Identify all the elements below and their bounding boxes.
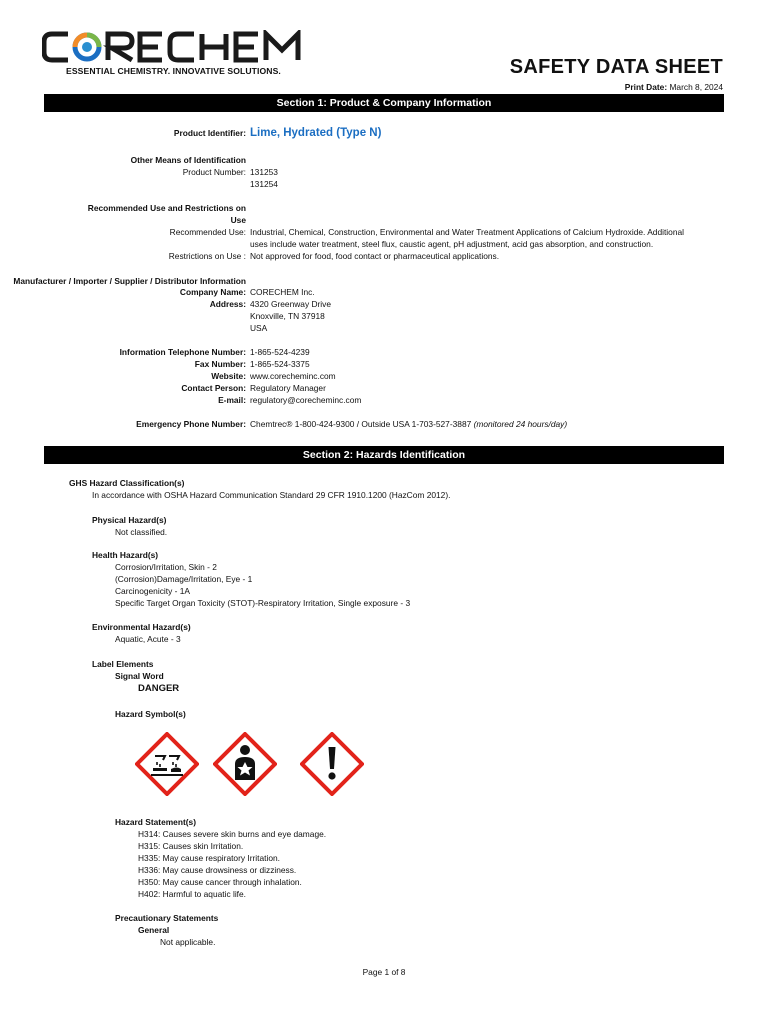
website-label: Website: bbox=[211, 371, 246, 381]
environmental-hazards-value: Aquatic, Acute - 3 bbox=[115, 634, 181, 644]
health-hazard-item: Carcinogenicity - 1A bbox=[115, 586, 190, 596]
restrictions-label: Restrictions on Use : bbox=[168, 251, 246, 261]
manufacturer-heading: Manufacturer / Importer / Supplier / Distributor Information bbox=[13, 276, 246, 286]
general-heading: General bbox=[138, 925, 170, 935]
product-number-2: 131254 bbox=[250, 179, 278, 189]
hazard-statement: H402: Harmful to aquatic life. bbox=[138, 889, 246, 899]
hazard-statement: H350: May cause cancer through inhalation. bbox=[138, 877, 302, 887]
exclamation-mark-pictogram bbox=[300, 732, 364, 796]
emergency-phone-number: Chemtrec® 1-800-424-9300 / Outside USA 1-703-527-3887 bbox=[250, 419, 474, 429]
section-1-header: Section 1: Product & Company Information bbox=[44, 94, 724, 112]
document-title: SAFETY DATA SHEET bbox=[509, 56, 723, 78]
hazard-symbols-heading: Hazard Symbol(s) bbox=[115, 709, 186, 719]
print-date-value: March 8, 2024 bbox=[669, 82, 723, 92]
section-2-header: Section 2: Hazards Identification bbox=[44, 446, 724, 464]
restrictions-value: Not approved for food, food contact or pharmaceutical applications. bbox=[250, 251, 500, 261]
email-label: E-mail: bbox=[218, 395, 246, 405]
physical-hazards-value: Not classified. bbox=[115, 527, 168, 537]
recommended-use-label: Recommended Use: bbox=[169, 227, 246, 237]
corrosion-pictogram bbox=[135, 732, 199, 796]
emergency-phone-value bbox=[250, 419, 567, 429]
environmental-hazards-heading: Environmental Hazard(s) bbox=[92, 622, 191, 632]
fax-value: 1-865-524-3375 bbox=[250, 359, 310, 369]
address-line-1: 4320 Greenway Drive bbox=[250, 299, 331, 309]
address-line-3: USA bbox=[250, 323, 268, 333]
signal-word-value: DANGER bbox=[138, 683, 180, 694]
hazard-statement: H335: May cause respiratory Irritation. bbox=[138, 853, 280, 863]
signal-word-heading: Signal Word bbox=[115, 671, 164, 681]
health-hazard-item: Specific Target Organ Toxicity (STOT)-Respiratory Irritation, Single exposure - 3 bbox=[115, 598, 411, 608]
product-identifier-label: Product Identifier: bbox=[173, 128, 246, 138]
print-date-label: Print Date: bbox=[624, 82, 668, 92]
recommended-use-heading-cont: Use bbox=[230, 215, 246, 225]
health-hazard-pictogram bbox=[213, 732, 277, 796]
hazard-statements-heading: Hazard Statement(s) bbox=[115, 817, 196, 827]
address-label: Address: bbox=[209, 299, 246, 309]
company-name-label: Company Name: bbox=[179, 287, 246, 297]
precautionary-statements-heading: Precautionary Statements bbox=[115, 913, 219, 923]
emergency-phone-note: (monitored 24 hours/day) bbox=[473, 419, 568, 429]
general-value: Not applicable. bbox=[160, 937, 216, 947]
product-number-1: 131253 bbox=[250, 167, 278, 177]
logo-wordmark bbox=[42, 30, 332, 64]
phone-value: 1-865-524-4239 bbox=[250, 347, 310, 357]
recommended-use-heading: Recommended Use and Restrictions on bbox=[87, 203, 246, 213]
ghs-classification-heading: GHS Hazard Classification(s) bbox=[69, 478, 185, 488]
page-number: Page 1 of 8 bbox=[362, 967, 406, 977]
address-line-2: Knoxville, TN 37918 bbox=[250, 311, 325, 321]
health-hazard-item: (Corrosion)Damage/Irritation, Eye - 1 bbox=[115, 574, 253, 584]
contact-person-value: Regulatory Manager bbox=[250, 383, 326, 393]
hazard-statement: H315: Causes skin Irritation. bbox=[138, 841, 244, 851]
recommended-use-value-line-2: uses include water treatment, steel flux, caustic agent, pH adjustment, acid gas absorption, and construction. bbox=[250, 239, 654, 249]
corechem-logo bbox=[42, 30, 332, 78]
print-date bbox=[625, 82, 723, 92]
recommended-use-value-line-1: Industrial, Chemical, Construction, Environmental and Water Treatment Applications of Calcium Hydroxide. Additional bbox=[250, 227, 684, 237]
emergency-phone-label: Emergency Phone Number: bbox=[136, 419, 246, 429]
label-elements-heading: Label Elements bbox=[92, 659, 154, 669]
fax-label: Fax Number: bbox=[194, 359, 246, 369]
hazard-statement: H314: Causes severe skin burns and eye damage. bbox=[138, 829, 327, 839]
company-name-value: CORECHEM Inc. bbox=[250, 287, 315, 297]
physical-hazards-heading: Physical Hazard(s) bbox=[92, 515, 167, 525]
product-identifier-value: Lime, Hydrated (Type N) bbox=[250, 127, 382, 139]
hazard-statement: H336: May cause drowsiness or dizziness. bbox=[138, 865, 297, 875]
other-means-heading: Other Means of Identification bbox=[130, 155, 246, 165]
contact-person-label: Contact Person: bbox=[181, 383, 246, 393]
logo-tagline: ESSENTIAL CHEMISTRY. INNOVATIVE SOLUTIONS. bbox=[66, 66, 281, 76]
email-link[interactable]: regulatory@corecheminc.com bbox=[250, 395, 362, 405]
health-hazards-heading: Health Hazard(s) bbox=[92, 550, 159, 560]
product-number-label: Product Number: bbox=[182, 167, 246, 177]
health-hazard-item: Corrosion/Irritation, Skin - 2 bbox=[115, 562, 217, 572]
phone-label: Information Telephone Number: bbox=[119, 347, 246, 357]
ghs-classification-text: In accordance with OSHA Hazard Communication Standard 29 CFR 1910.1200 (HazCom 2012). bbox=[92, 490, 451, 500]
website-link[interactable]: www.corecheminc.com bbox=[250, 371, 336, 381]
